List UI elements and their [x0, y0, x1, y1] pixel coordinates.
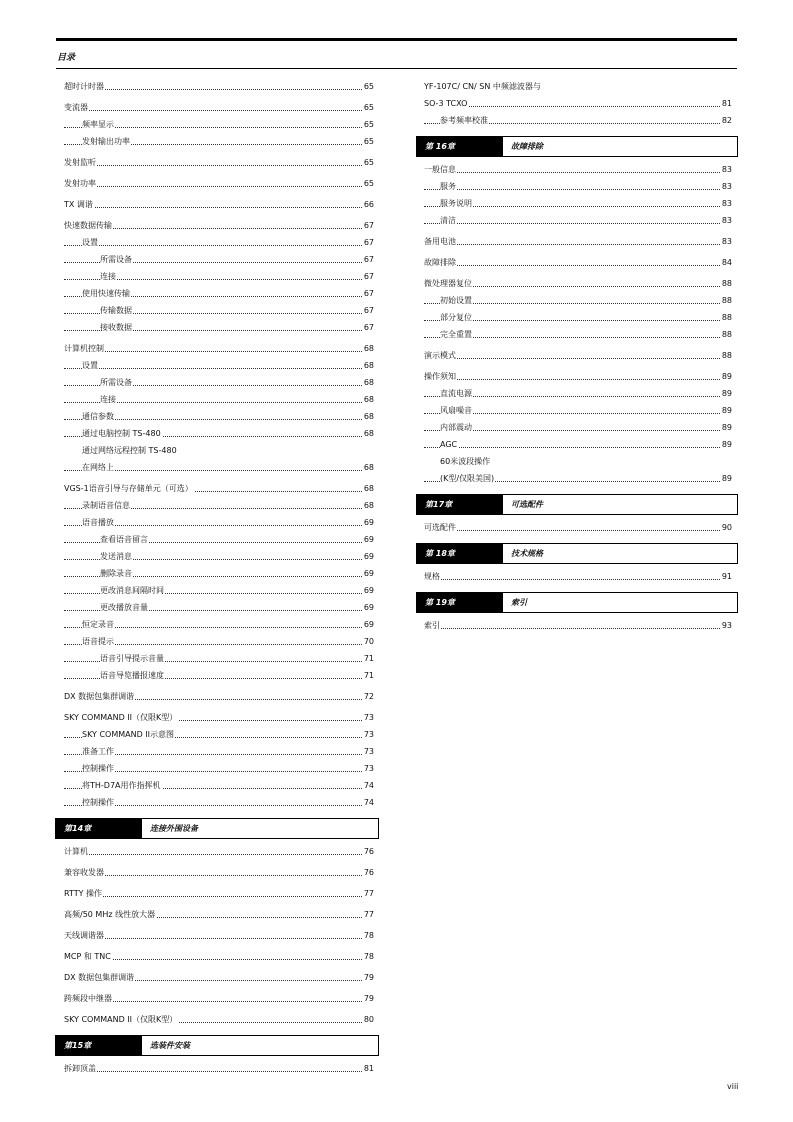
toc-entry[interactable]: [64, 777, 374, 794]
toc-entry[interactable]: [64, 340, 374, 357]
toc-entry-label: 恒定录音: [82, 616, 115, 633]
toc-page-number: 67: [364, 251, 374, 268]
toc-entry[interactable]: [64, 760, 374, 777]
chapter-header: [55, 1035, 379, 1056]
toc-entry-label: 超时计时器: [64, 78, 105, 95]
toc-entry-label: AGC: [440, 436, 458, 453]
dot-leader: [424, 223, 720, 224]
toc-entry-label: 所需设备: [100, 374, 133, 391]
page-number: viii: [727, 1082, 739, 1091]
toc-entry[interactable]: [64, 133, 374, 150]
toc-entry[interactable]: [64, 548, 374, 565]
toc-entry-label: 连接: [100, 391, 117, 408]
toc-entry-label: 发射功率: [64, 175, 97, 192]
toc-entry[interactable]: [424, 436, 732, 453]
toc-entry[interactable]: [64, 175, 374, 192]
toc-entry-label: TX 调谐: [64, 196, 94, 213]
toc-page-number: 84: [722, 254, 732, 271]
toc-entry[interactable]: [64, 268, 374, 285]
dot-leader: [424, 172, 720, 173]
dot-leader: [424, 628, 720, 629]
toc-entry-label: 内部震动: [440, 419, 473, 436]
chapter-title: 选装件安装: [150, 1041, 190, 1050]
toc-entry[interactable]: [64, 582, 374, 599]
toc-page-number: 83: [722, 233, 732, 250]
toc-page-number: 77: [364, 906, 374, 923]
toc-page-number: 93: [722, 617, 732, 634]
toc-entry-label: 通过电脑控制 TS-480: [82, 425, 162, 442]
toc-page-number: 65: [364, 154, 374, 171]
chapter-title: 索引: [511, 598, 527, 607]
toc-entry-label: 变流器: [64, 99, 89, 116]
dot-leader: [424, 244, 720, 245]
toc-entry[interactable]: [64, 864, 374, 881]
toc-entry[interactable]: [424, 617, 732, 634]
page-title: 目录: [57, 53, 76, 63]
chapter-number: 第15章: [56, 1036, 142, 1055]
toc-page-number: 70: [364, 633, 374, 650]
toc-entry-label: 一般信息: [424, 161, 457, 178]
toc-entry-text: [424, 78, 732, 95]
toc-entry[interactable]: [64, 990, 374, 1007]
chapter-number: 第14章: [56, 819, 142, 838]
toc-entry[interactable]: [424, 195, 732, 212]
toc-entry-label: 直流电源: [440, 385, 473, 402]
toc-entry-label: 连接: [100, 268, 117, 285]
toc-entry-label: 发射监听: [64, 154, 97, 171]
toc-page-number: 81: [364, 1060, 374, 1077]
toc-page-number: 69: [364, 582, 374, 599]
toc-page-number: 74: [364, 794, 374, 811]
toc-page-number: 88: [722, 275, 732, 292]
toc-page-number: 69: [364, 514, 374, 531]
dot-leader: [424, 579, 720, 580]
toc-entry-label: 高频/50 MHz 线性放大器: [64, 906, 156, 923]
toc-entry-label: 可选配件: [424, 519, 457, 536]
header-rule-thin: [56, 68, 737, 69]
toc-page-number: 68: [364, 480, 374, 497]
dot-leader: [64, 854, 362, 855]
toc-entry-label: 控制操作: [82, 760, 115, 777]
toc-entry[interactable]: [64, 667, 374, 684]
toc-entry[interactable]: [64, 196, 374, 213]
toc-entry[interactable]: [64, 425, 374, 442]
dot-leader: [424, 379, 720, 380]
toc-page-number: 65: [364, 175, 374, 192]
toc-page-number: 73: [364, 760, 374, 777]
toc-entry-label: 通过网络远程控制 TS-480: [82, 446, 177, 455]
toc-entry[interactable]: [64, 497, 374, 514]
toc-page-number: 69: [364, 616, 374, 633]
chapter-header: [416, 543, 738, 564]
toc-entry[interactable]: [424, 233, 732, 250]
chapter-number: 第 18章: [417, 544, 503, 563]
toc-entry-label: 风扇噪音: [440, 402, 473, 419]
dot-leader: [64, 896, 362, 897]
toc-entry[interactable]: [64, 948, 374, 965]
toc-page-number: 80: [364, 1011, 374, 1028]
toc-page-number: 83: [722, 161, 732, 178]
toc-entry-label: 完全重置: [440, 326, 473, 343]
toc-page-number: 82: [722, 112, 732, 129]
toc-page-number: 68: [364, 391, 374, 408]
toc-page-number: 69: [364, 599, 374, 616]
toc-entry-label: YF-107C/ CN/ SN 中频滤波器与: [424, 82, 541, 91]
toc-page-number: 88: [722, 347, 732, 364]
toc-entry-label: 将TH-D7A用作指挥机: [82, 777, 162, 794]
toc-entry-text: [64, 442, 374, 459]
toc-page-number: 73: [364, 743, 374, 760]
toc-entry[interactable]: [64, 408, 374, 425]
toc-page-number: 83: [722, 212, 732, 229]
toc-entry[interactable]: [64, 688, 374, 705]
toc-entry-label: 发送消息: [100, 548, 133, 565]
dot-leader: [64, 165, 362, 166]
toc-entry[interactable]: [424, 568, 732, 585]
toc-page-number: 72: [364, 688, 374, 705]
toc-page-number: 68: [364, 425, 374, 442]
toc-entry[interactable]: [424, 292, 732, 309]
chapter-header: [416, 592, 738, 613]
toc-entry[interactable]: [424, 419, 732, 436]
toc-entry-label: 更改播放音量: [100, 599, 149, 616]
toc-page-number: 89: [722, 368, 732, 385]
dot-leader: [64, 110, 362, 111]
toc-page-number: 69: [364, 565, 374, 582]
toc-entry[interactable]: [64, 78, 374, 95]
toc-entry-text: [424, 453, 732, 470]
chapter-title: 连接外围设备: [150, 824, 198, 833]
toc-entry[interactable]: [424, 326, 732, 343]
dot-leader: [424, 106, 720, 107]
toc-entry-label: 计算机: [64, 843, 89, 860]
toc-entry-label: (K型/仅限美国): [440, 470, 495, 487]
toc-entry-label: 所需设备: [100, 251, 133, 268]
dot-leader: [424, 358, 720, 359]
chapter-header: [416, 136, 738, 157]
toc-page-number: 68: [364, 357, 374, 374]
toc-page-number: 83: [722, 195, 732, 212]
toc-entry-label: 控制操作: [82, 794, 115, 811]
toc-entry[interactable]: [424, 275, 732, 292]
toc-entry-label: 初始设置: [440, 292, 473, 309]
toc-page-number: 65: [364, 78, 374, 95]
toc-entry[interactable]: [64, 99, 374, 116]
chapter-title: 可选配件: [511, 500, 543, 509]
toc-entry[interactable]: [424, 95, 732, 112]
toc-entry-label: 传输数据: [100, 302, 133, 319]
toc-entry[interactable]: [64, 302, 374, 319]
dot-leader: [64, 938, 362, 939]
toc-entry[interactable]: [64, 116, 374, 133]
toc-entry-label: 删除录音: [100, 565, 133, 582]
toc-entry-label: RTTY 操作: [64, 885, 103, 902]
toc-page-number: 88: [722, 292, 732, 309]
toc-entry-label: 发射输出功率: [82, 133, 131, 150]
toc-page-number: 89: [722, 402, 732, 419]
toc-page-number: 68: [364, 340, 374, 357]
toc-entry[interactable]: [64, 531, 374, 548]
toc-entry[interactable]: [424, 309, 732, 326]
toc-entry-label: MCP 和 TNC: [64, 948, 112, 965]
toc-page-number: 67: [364, 268, 374, 285]
toc-page-number: 89: [722, 419, 732, 436]
toc-page-number: 65: [364, 133, 374, 150]
toc-entry-label: 微处理器复位: [424, 275, 473, 292]
toc-page-number: 67: [364, 217, 374, 234]
toc-entry-label: VGS-1语音引导与存储单元（可选）: [64, 480, 194, 497]
dot-leader: [64, 351, 362, 352]
toc-page-number: 77: [364, 885, 374, 902]
toc-entry[interactable]: [64, 885, 374, 902]
toc-page-number: 88: [722, 309, 732, 326]
dot-leader: [64, 245, 362, 246]
toc-entry-label: 查看语音留言: [100, 531, 149, 548]
toc-entry-label: DX 数据包集群调谐: [64, 969, 135, 986]
toc-entry-label: 录制语音信息: [82, 497, 131, 514]
toc-entry[interactable]: [64, 1011, 374, 1028]
toc-page-number: 73: [364, 726, 374, 743]
toc-entry-label: 60米波段操作: [440, 457, 491, 466]
toc-entry[interactable]: [424, 519, 732, 536]
toc-entry[interactable]: [64, 374, 374, 391]
toc-entry[interactable]: [64, 391, 374, 408]
toc-entry[interactable]: [64, 927, 374, 944]
toc-entry[interactable]: [64, 794, 374, 811]
chapter-number: 第 19章: [417, 593, 503, 612]
toc-entry[interactable]: [64, 709, 374, 726]
toc-entry-label: 清洁: [440, 212, 457, 229]
toc-page-number: 78: [364, 927, 374, 944]
toc-page-number: 89: [722, 470, 732, 487]
toc-page-number: 71: [364, 650, 374, 667]
toc-page-number: 79: [364, 990, 374, 1007]
toc-entry-label: SO-3 TCXO: [424, 95, 468, 112]
toc-entry-label: 设置: [82, 357, 99, 374]
toc-page-number: 65: [364, 99, 374, 116]
toc-entry-label: 接收数据: [100, 319, 133, 336]
toc-page-number: 69: [364, 548, 374, 565]
dot-leader: [424, 265, 720, 266]
toc-entry-label: 语音引导提示音量: [100, 650, 165, 667]
toc-entry[interactable]: [64, 616, 374, 633]
toc-page-number: 73: [364, 709, 374, 726]
toc-entry[interactable]: [424, 385, 732, 402]
toc-entry[interactable]: [64, 480, 374, 497]
toc-page-number: 91: [722, 568, 732, 585]
toc-entry-label: 快速数据传输: [64, 217, 113, 234]
toc-entry[interactable]: [424, 212, 732, 229]
toc-entry[interactable]: [64, 969, 374, 986]
toc-entry[interactable]: [64, 650, 374, 667]
dot-leader: [64, 89, 362, 90]
toc-entry-label: 故障排除: [424, 254, 457, 271]
toc-entry-label: 参考频率校准: [440, 112, 489, 129]
chapter-title: 故障排除: [511, 142, 543, 151]
toc-entry-label: SKY COMMAND II（仅限K型）: [64, 709, 178, 726]
dot-leader: [424, 447, 720, 448]
toc-entry[interactable]: [64, 251, 374, 268]
toc-page-number: 90: [722, 519, 732, 536]
toc-page-number: 71: [364, 667, 374, 684]
toc-page-number: 67: [364, 319, 374, 336]
chapter-number: 第17章: [417, 495, 503, 514]
toc-page-number: 66: [364, 196, 374, 213]
toc-entry-label: SKY COMMAND II示意图: [82, 726, 175, 743]
toc-entry-label: 拆卸顶盖: [64, 1060, 97, 1077]
toc-entry[interactable]: [64, 154, 374, 171]
dot-leader: [64, 875, 362, 876]
toc-entry-label: 服务说明: [440, 195, 473, 212]
toc-entry[interactable]: [64, 1060, 374, 1077]
toc-entry-label: 索引: [424, 617, 441, 634]
toc-page-number: 67: [364, 234, 374, 251]
toc-page-number: 76: [364, 864, 374, 881]
toc-entry-label: 规格: [424, 568, 441, 585]
toc-entry[interactable]: [424, 178, 732, 195]
toc-page-number: 65: [364, 116, 374, 133]
toc-entry-label: 兼容收发器: [64, 864, 105, 881]
toc-page-number: 83: [722, 178, 732, 195]
dot-leader: [424, 189, 720, 190]
toc-entry[interactable]: [424, 368, 732, 385]
toc-page-number: 78: [364, 948, 374, 965]
toc-entry-label: 语音导览播报速度: [100, 667, 165, 684]
toc-entry-label: 设置: [82, 234, 99, 251]
toc-entry-label: DX 数据包集群调谐: [64, 688, 135, 705]
toc-entry[interactable]: [64, 726, 374, 743]
toc-left-column: [64, 78, 374, 1077]
toc-entry[interactable]: [64, 514, 374, 531]
toc-entry[interactable]: [64, 319, 374, 336]
toc-page-number: 68: [364, 459, 374, 476]
toc-page-number: 68: [364, 408, 374, 425]
toc-entry-label: 语音播放: [82, 514, 115, 531]
toc-entry[interactable]: [64, 285, 374, 302]
toc-entry-label: SKY COMMAND II（仅限K型）: [64, 1011, 178, 1028]
toc-page-number: 68: [364, 374, 374, 391]
toc-entry[interactable]: [64, 565, 374, 582]
dot-leader: [64, 186, 362, 187]
toc-page-number: 76: [364, 843, 374, 860]
toc-entry-label: 通信参数: [82, 408, 115, 425]
toc-entry[interactable]: [64, 234, 374, 251]
toc-entry[interactable]: [64, 459, 374, 476]
toc-page-number: 69: [364, 531, 374, 548]
header-rule-thick: [56, 38, 737, 41]
toc-entry[interactable]: [64, 633, 374, 650]
toc-entry[interactable]: [424, 112, 732, 129]
toc-entry[interactable]: [424, 161, 732, 178]
toc-page-number: 81: [722, 95, 732, 112]
toc-entry-label: 服务: [440, 178, 457, 195]
toc-page-number: 79: [364, 969, 374, 986]
toc-right-column: [424, 78, 732, 634]
dot-leader: [424, 530, 720, 531]
dot-leader: [64, 368, 362, 369]
toc-entry-label: 部分复位: [440, 309, 473, 326]
toc-page-number: 67: [364, 285, 374, 302]
chapter-title: 技术规格: [511, 549, 543, 558]
toc-entry[interactable]: [64, 217, 374, 234]
toc-entry-label: 天线调谐器: [64, 927, 105, 944]
toc-entry-label: 计算机控制: [64, 340, 105, 357]
toc-entry[interactable]: [64, 743, 374, 760]
toc-page-number: 89: [722, 385, 732, 402]
toc-entry[interactable]: [424, 347, 732, 364]
toc-entry-label: 跨频段中继器: [64, 990, 113, 1007]
toc-entry[interactable]: [64, 843, 374, 860]
toc-entry-label: 语音提示: [82, 633, 115, 650]
toc-page-number: 68: [364, 497, 374, 514]
toc-entry[interactable]: [64, 357, 374, 374]
toc-entry[interactable]: [64, 906, 374, 923]
toc-entry-label: 演示模式: [424, 347, 457, 364]
toc-entry-label: 准备工作: [82, 743, 115, 760]
toc-entry[interactable]: [64, 599, 374, 616]
toc-entry-label: 操作须知: [424, 368, 457, 385]
dot-leader: [64, 1071, 362, 1072]
dot-leader: [64, 207, 362, 208]
toc-entry-label: 在网络上: [82, 459, 115, 476]
toc-page-number: 67: [364, 302, 374, 319]
toc-entry[interactable]: [424, 402, 732, 419]
chapter-number: 第 16章: [417, 137, 503, 156]
toc-page-number: 88: [722, 326, 732, 343]
toc-entry-label: 备用电池: [424, 233, 457, 250]
toc-page-number: 74: [364, 777, 374, 794]
toc-entry-label: 更改消息间隔时间: [100, 582, 165, 599]
chapter-header: [416, 494, 738, 515]
toc-page-number: 89: [722, 436, 732, 453]
toc-entry-label: 频率显示: [82, 116, 115, 133]
toc-entry-label: 使用快速传输: [82, 285, 131, 302]
toc-entry[interactable]: [424, 254, 732, 271]
toc-entry[interactable]: [424, 470, 732, 487]
chapter-header: [55, 818, 379, 839]
